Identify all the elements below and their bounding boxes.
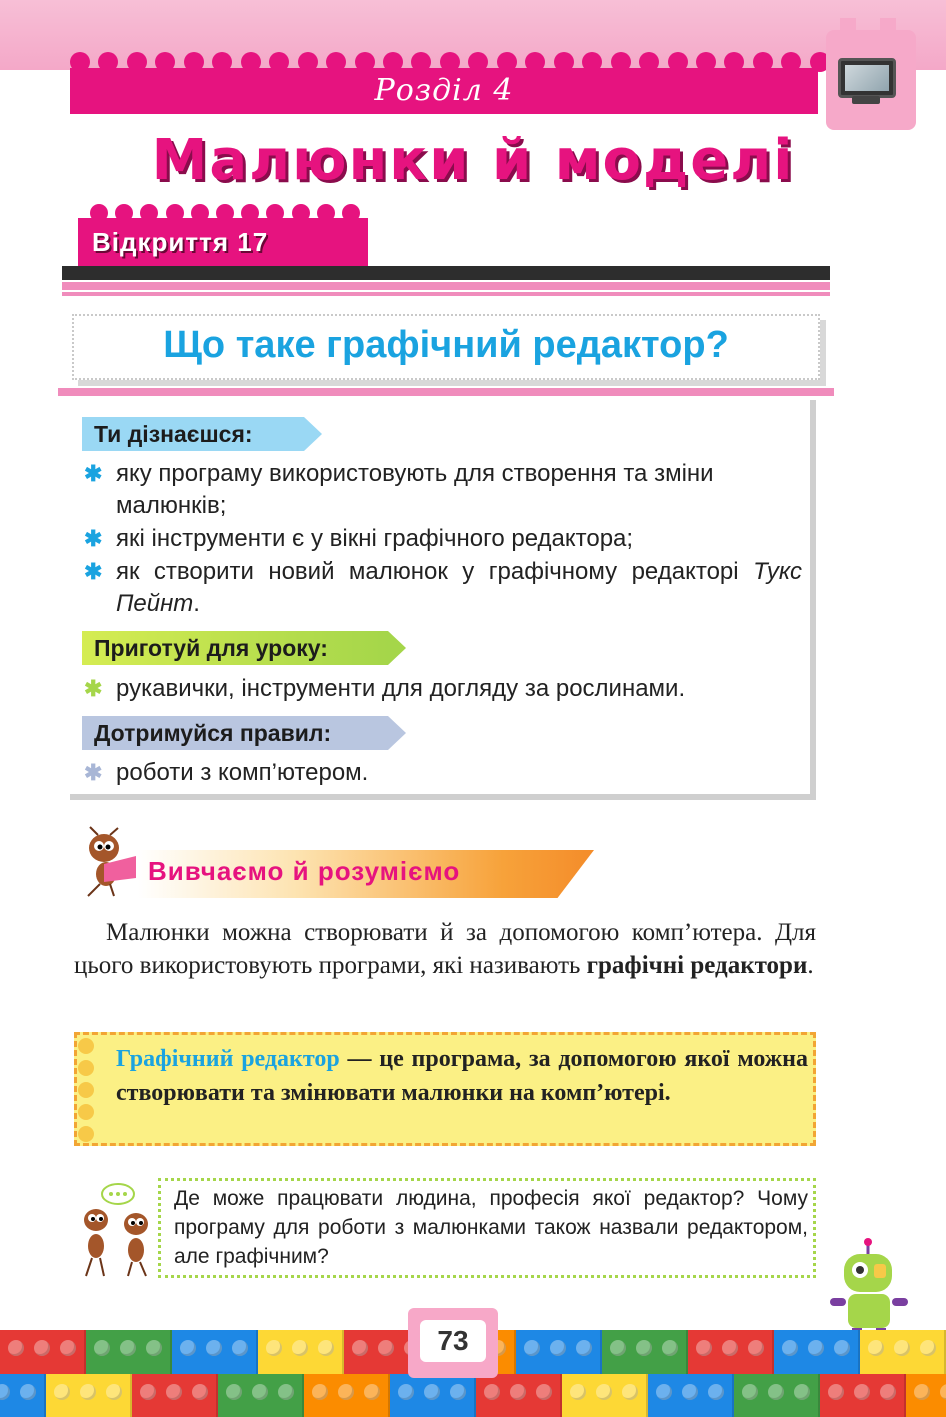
- chapter-label: Розділ 4: [70, 68, 818, 114]
- monitor-icon: [838, 58, 896, 98]
- page-title: Малюнки й моделі: [151, 128, 795, 193]
- asterisk-icon: ✱: [84, 526, 103, 551]
- divider-pink-bottom: [58, 388, 834, 396]
- asterisk-icon: ✱: [84, 676, 103, 701]
- definition-text: Графічний редактор — це програма, за допомогою якої можна створювати та змінювати малюнки на комп’ютері.: [116, 1046, 808, 1106]
- learn-item: які інструменти є у вікні графічного редактора;: [116, 525, 634, 552]
- study-heading: Вивчаємо й розуміємо: [148, 856, 461, 886]
- rules-item: роботи з комп’ютером.: [116, 759, 369, 786]
- prepare-item: рукавички, інструменти для догляду за рослинами.: [116, 675, 686, 702]
- learn-item: як створити новий малюнок у графічному редакторі Тукс Пейнт.: [116, 558, 802, 617]
- divider-pink: [62, 282, 830, 290]
- you-will-learn-tag: Ти дізнаєшся:: [82, 417, 304, 451]
- intro-paragraph: Малюнки можна створювати й за допомогою комп’ютера. Для цього використовують програми, які називають графічні редактори.: [74, 919, 816, 979]
- asterisk-icon: ✱: [84, 461, 103, 486]
- ant-reading-icon: [74, 826, 144, 898]
- monitor-stand-icon: [852, 96, 880, 104]
- questions-text: Де може працювати людина, професія якої редактор? Чому програму для роботи з малюнками також назвали редактором, але графічним?: [174, 1187, 808, 1268]
- discovery-tab: Відкриття 17: [78, 218, 368, 266]
- definition-dots: [78, 1038, 96, 1142]
- asterisk-icon: ✱: [84, 760, 103, 785]
- learn-item: яку програму використовують для створення та зміни малюнків;: [116, 460, 714, 519]
- page-number: 73: [420, 1320, 486, 1362]
- divider-dark: [62, 266, 830, 280]
- divider-pink-thin: [62, 292, 830, 296]
- talking-ants-icon: [72, 1182, 162, 1278]
- lesson-title: Що таке графічний редактор?: [163, 324, 729, 366]
- rules-tag: Дотримуйся правил:: [82, 716, 388, 750]
- robot-icon: [822, 1238, 912, 1342]
- asterisk-icon: ✱: [84, 559, 103, 584]
- prepare-tag: Приготуй для уроку:: [82, 631, 388, 665]
